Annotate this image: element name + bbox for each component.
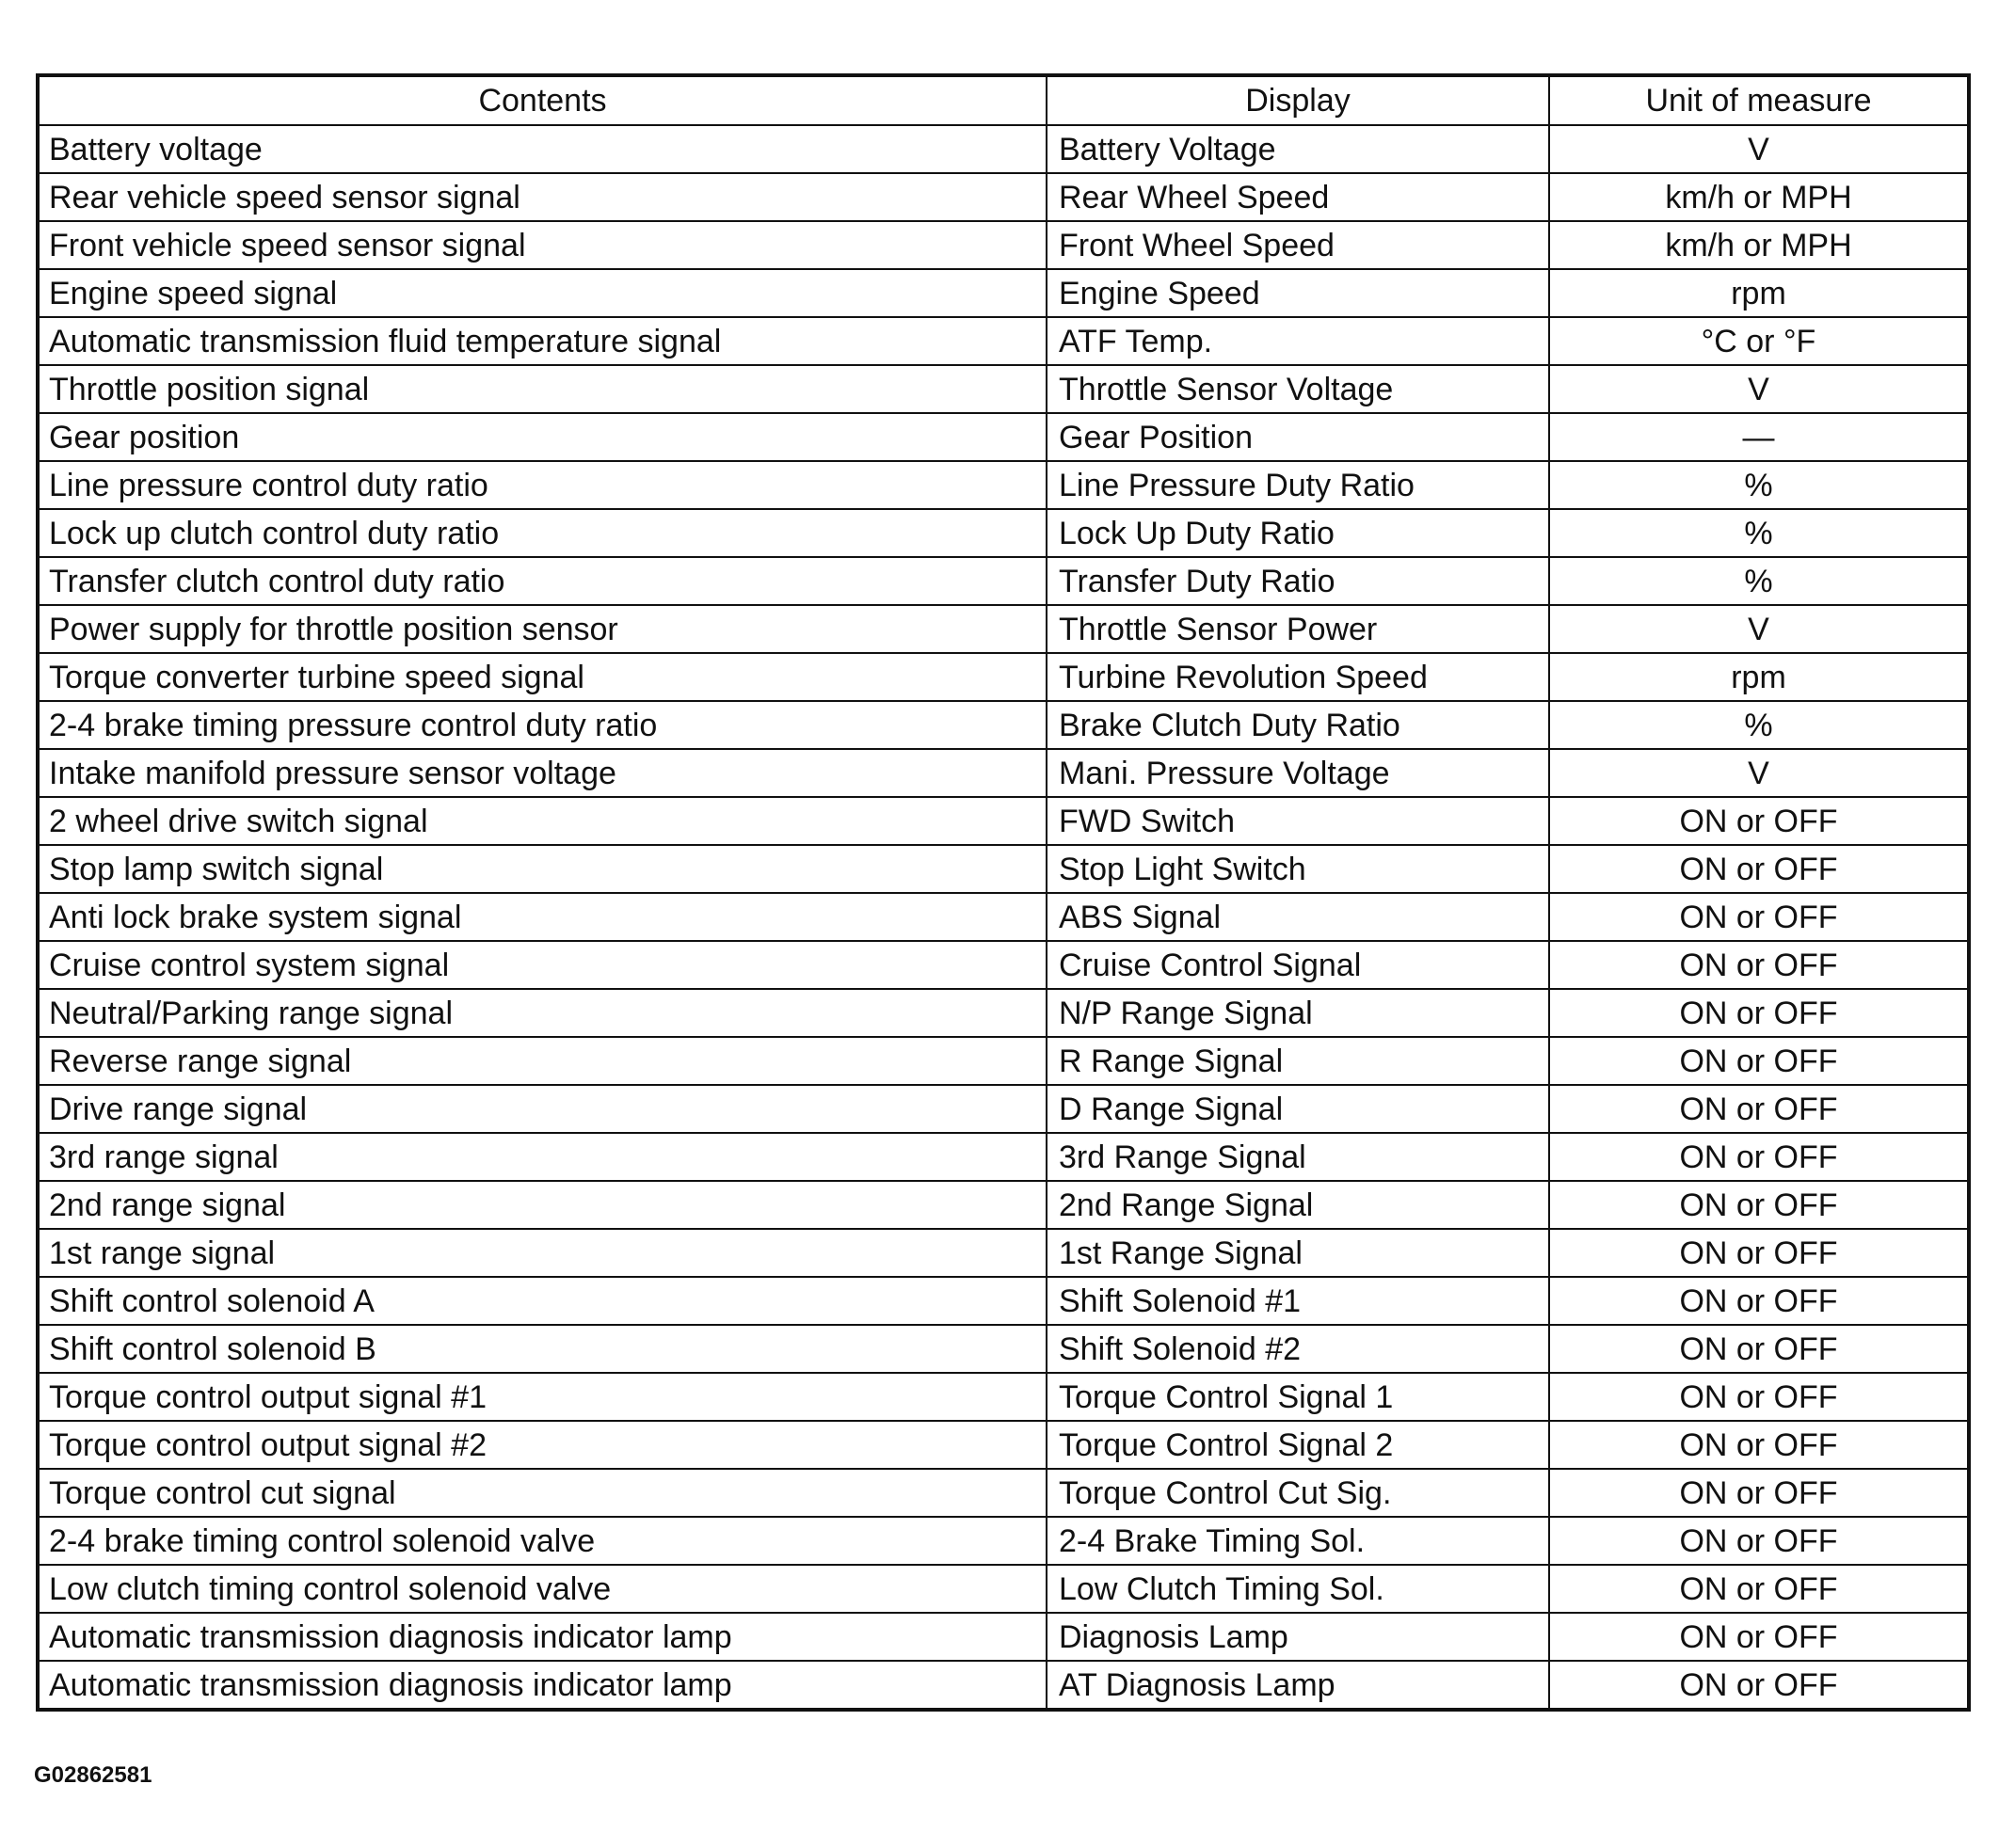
cell-contents: 2nd range signal (38, 1181, 1047, 1229)
header-display: Display (1047, 75, 1549, 125)
cell-contents: Intake manifold pressure sensor voltage (38, 749, 1047, 797)
cell-contents: Front vehicle speed sensor signal (38, 221, 1047, 269)
table-body (38, 125, 1969, 1710)
cell-contents: 3rd range signal (38, 1133, 1047, 1181)
table-row (38, 1613, 1969, 1661)
cell-display: Rear Wheel Speed (1047, 173, 1549, 221)
cell-contents: Torque control output signal #1 (38, 1373, 1047, 1421)
cell-unit: rpm (1549, 269, 1969, 317)
cell-contents: 2-4 brake timing control solenoid valve (38, 1517, 1047, 1565)
cell-display: Brake Clutch Duty Ratio (1047, 701, 1549, 749)
cell-contents: Torque converter turbine speed signal (38, 653, 1047, 701)
cell-display: D Range Signal (1047, 1085, 1549, 1133)
cell-contents: Gear position (38, 413, 1047, 461)
cell-unit: ON or OFF (1549, 797, 1969, 845)
table-row (38, 557, 1969, 605)
cell-display: Low Clutch Timing Sol. (1047, 1565, 1549, 1613)
cell-contents: Neutral/Parking range signal (38, 989, 1047, 1037)
cell-display: Lock Up Duty Ratio (1047, 509, 1549, 557)
cell-display: Stop Light Switch (1047, 845, 1549, 893)
table-row (38, 269, 1969, 317)
cell-unit: km/h or MPH (1549, 173, 1969, 221)
table-row (38, 1037, 1969, 1085)
cell-display: Torque Control Signal 2 (1047, 1421, 1549, 1469)
cell-unit: % (1549, 461, 1969, 509)
table-row (38, 125, 1969, 173)
header-contents: Contents (38, 75, 1047, 125)
cell-contents: Torque control output signal #2 (38, 1421, 1047, 1469)
cell-unit: ON or OFF (1549, 845, 1969, 893)
table-row (38, 1229, 1969, 1277)
cell-display: 3rd Range Signal (1047, 1133, 1549, 1181)
cell-contents: Lock up clutch control duty ratio (38, 509, 1047, 557)
cell-contents: Line pressure control duty ratio (38, 461, 1047, 509)
cell-unit: ON or OFF (1549, 989, 1969, 1037)
cell-display: Engine Speed (1047, 269, 1549, 317)
cell-display: ABS Signal (1047, 893, 1549, 941)
figure-code: G02862581 (34, 1762, 152, 1788)
cell-display: ATF Temp. (1047, 317, 1549, 365)
table-row (38, 221, 1969, 269)
cell-contents: 2-4 brake timing pressure control duty ratio (38, 701, 1047, 749)
cell-display: 2-4 Brake Timing Sol. (1047, 1517, 1549, 1565)
cell-display: 2nd Range Signal (1047, 1181, 1549, 1229)
table-row (38, 1469, 1969, 1517)
cell-unit: ON or OFF (1549, 1421, 1969, 1469)
cell-contents: Automatic transmission diagnosis indicator lamp (38, 1661, 1047, 1710)
cell-unit: ON or OFF (1549, 1373, 1969, 1421)
table-row (38, 1181, 1969, 1229)
table-row (38, 845, 1969, 893)
cell-contents: Shift control solenoid B (38, 1325, 1047, 1373)
table-row (38, 1373, 1969, 1421)
cell-display: Line Pressure Duty Ratio (1047, 461, 1549, 509)
cell-unit: ON or OFF (1549, 1613, 1969, 1661)
cell-contents: Anti lock brake system signal (38, 893, 1047, 941)
cell-unit: — (1549, 413, 1969, 461)
cell-contents: Rear vehicle speed sensor signal (38, 173, 1047, 221)
cell-contents: Stop lamp switch signal (38, 845, 1047, 893)
table-row (38, 461, 1969, 509)
cell-unit: V (1549, 605, 1969, 653)
data-table (36, 73, 1971, 1712)
cell-unit: ON or OFF (1549, 1133, 1969, 1181)
cell-unit: ON or OFF (1549, 1661, 1969, 1710)
table-row (38, 941, 1969, 989)
cell-display: Battery Voltage (1047, 125, 1549, 173)
cell-display: Torque Control Cut Sig. (1047, 1469, 1549, 1517)
table-row (38, 701, 1969, 749)
cell-unit: % (1549, 557, 1969, 605)
cell-unit: % (1549, 509, 1969, 557)
cell-unit: ON or OFF (1549, 893, 1969, 941)
table-row (38, 797, 1969, 845)
cell-display: Gear Position (1047, 413, 1549, 461)
cell-unit: ON or OFF (1549, 1517, 1969, 1565)
cell-contents: Cruise control system signal (38, 941, 1047, 989)
cell-display: Shift Solenoid #1 (1047, 1277, 1549, 1325)
cell-contents: Reverse range signal (38, 1037, 1047, 1085)
table-row (38, 1085, 1969, 1133)
cell-contents: Battery voltage (38, 125, 1047, 173)
cell-display: Throttle Sensor Power (1047, 605, 1549, 653)
cell-display: Torque Control Signal 1 (1047, 1373, 1549, 1421)
cell-display: Turbine Revolution Speed (1047, 653, 1549, 701)
cell-display: Throttle Sensor Voltage (1047, 365, 1549, 413)
table-row (38, 1277, 1969, 1325)
cell-display: Front Wheel Speed (1047, 221, 1549, 269)
cell-unit: ON or OFF (1549, 1037, 1969, 1085)
table-row (38, 173, 1969, 221)
cell-contents: Automatic transmission fluid temperature signal (38, 317, 1047, 365)
cell-contents: Power supply for throttle position sensor (38, 605, 1047, 653)
table-row (38, 1517, 1969, 1565)
cell-display: Shift Solenoid #2 (1047, 1325, 1549, 1373)
cell-unit: V (1549, 365, 1969, 413)
table-row (38, 893, 1969, 941)
cell-unit: V (1549, 125, 1969, 173)
cell-display: Transfer Duty Ratio (1047, 557, 1549, 605)
cell-contents: 1st range signal (38, 1229, 1047, 1277)
table-row (38, 1421, 1969, 1469)
cell-contents: Shift control solenoid A (38, 1277, 1047, 1325)
cell-unit: ON or OFF (1549, 1469, 1969, 1517)
cell-unit: ON or OFF (1549, 941, 1969, 989)
cell-contents: Throttle position signal (38, 365, 1047, 413)
cell-contents: Drive range signal (38, 1085, 1047, 1133)
table-row (38, 1661, 1969, 1710)
cell-contents: Torque control cut signal (38, 1469, 1047, 1517)
table-row (38, 509, 1969, 557)
table-row (38, 1325, 1969, 1373)
cell-display: AT Diagnosis Lamp (1047, 1661, 1549, 1710)
cell-unit: ON or OFF (1549, 1085, 1969, 1133)
cell-unit: ON or OFF (1549, 1181, 1969, 1229)
cell-display: Mani. Pressure Voltage (1047, 749, 1549, 797)
cell-unit: rpm (1549, 653, 1969, 701)
cell-unit: ON or OFF (1549, 1565, 1969, 1613)
cell-unit: ON or OFF (1549, 1229, 1969, 1277)
cell-contents: Low clutch timing control solenoid valve (38, 1565, 1047, 1613)
cell-contents: 2 wheel drive switch signal (38, 797, 1047, 845)
table-row (38, 1565, 1969, 1613)
cell-display: Diagnosis Lamp (1047, 1613, 1549, 1661)
cell-unit: ON or OFF (1549, 1325, 1969, 1373)
cell-display: N/P Range Signal (1047, 989, 1549, 1037)
cell-display: FWD Switch (1047, 797, 1549, 845)
table-row (38, 317, 1969, 365)
table-row (38, 1133, 1969, 1181)
cell-unit: km/h or MPH (1549, 221, 1969, 269)
cell-display: R Range Signal (1047, 1037, 1549, 1085)
cell-display: 1st Range Signal (1047, 1229, 1549, 1277)
cell-contents: Transfer clutch control duty ratio (38, 557, 1047, 605)
table-row (38, 989, 1969, 1037)
cell-unit: ON or OFF (1549, 1277, 1969, 1325)
table-row (38, 605, 1969, 653)
table-row (38, 365, 1969, 413)
cell-display: Cruise Control Signal (1047, 941, 1549, 989)
table-row (38, 653, 1969, 701)
cell-contents: Automatic transmission diagnosis indicator lamp (38, 1613, 1047, 1661)
cell-unit: % (1549, 701, 1969, 749)
cell-contents: Engine speed signal (38, 269, 1047, 317)
cell-unit: V (1549, 749, 1969, 797)
table-row (38, 413, 1969, 461)
table-row (38, 749, 1969, 797)
header-unit-of-measure: Unit of measure (1549, 75, 1969, 125)
table-header (38, 75, 1969, 125)
header-row (38, 75, 1969, 125)
cell-unit: °C or °F (1549, 317, 1969, 365)
